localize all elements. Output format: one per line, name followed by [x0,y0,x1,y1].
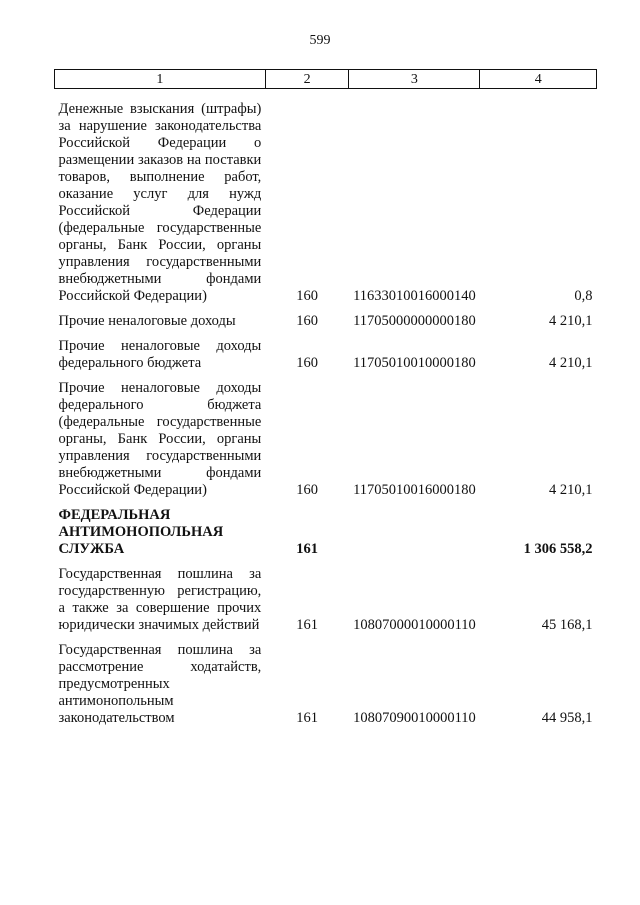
row-amount: 1 306 558,2 [523,541,593,557]
row-admin-code: 160 [296,482,318,498]
row-budget-code: 11705010010000180 [353,355,476,371]
row-amount: 4 210,1 [549,355,593,371]
row-budget-code [349,499,480,558]
page-number: 599 [309,33,331,48]
row-admin-code: 161 [296,617,318,633]
row-admin-code: 160 [296,355,318,371]
row-budget-code: 10807000010000110 [353,617,476,633]
row-name: Государственная пошлина за рассмотрение ходатайств, предусмотренных антимонопольным законодательством [58,642,262,726]
row-budget-code: 11705010016000180 [353,482,476,498]
row-admin-code: 161 [296,541,318,557]
table-header-row [55,70,597,89]
table-row [55,89,597,306]
column-header-3: 3 [349,70,480,89]
table-row [55,372,597,499]
row-amount: 4 210,1 [549,482,593,498]
row-name: Денежные взыскания (штрафы) за нарушение законодательства Российской Федерации о размещении заказов на поставки товаров, выполнение работ, оказание услуг для нужд Российской Федерации (федеральные государственные органы, Банк России, органы управления государственными внебюджетными фондами Российской Федерации) [58,101,262,304]
table-row-section [55,499,597,558]
row-name: Прочие неналоговые доходы федерального бюджета (федеральные государственные органы, Банк России, органы управления государственными внебюджетными фондами Российской Федерации) [58,380,262,498]
row-admin-code: 160 [296,288,318,304]
row-name: Государственная пошлина за государственную регистрацию, а также за совершение прочих юридически значимых действий [58,566,262,633]
revenue-table [54,69,597,727]
row-budget-code: 10807090010000110 [353,710,476,726]
row-amount: 44 958,1 [541,710,593,726]
column-header-4: 4 [480,70,597,89]
column-header-1: 1 [55,70,266,89]
section-name: ФЕДЕРАЛЬНАЯ АНТИМОНОПОЛЬНАЯ СЛУЖБА [58,507,224,557]
row-budget-code: 11705000000000180 [353,313,476,329]
row-admin-code: 161 [296,710,318,726]
row-budget-code: 11633010016000140 [353,288,476,304]
row-name: Прочие неналоговые доходы [58,313,236,329]
row-admin-code: 160 [296,313,318,329]
row-amount: 45 168,1 [541,617,593,633]
row-amount: 4 210,1 [549,313,593,329]
table-row [55,330,597,372]
column-header-2: 2 [265,70,349,89]
table-row [55,558,597,634]
row-name: Прочие неналоговые доходы федерального бюджета [58,338,262,371]
table-row [55,634,597,727]
row-amount: 0,8 [574,288,593,304]
table-row [55,305,597,330]
